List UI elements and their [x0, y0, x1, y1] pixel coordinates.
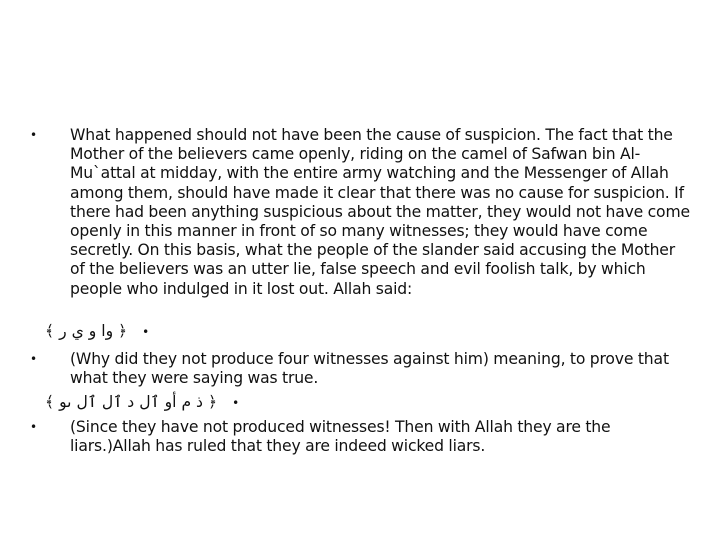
bullet-marker: • [30, 352, 38, 366]
bullet-text: (Why did they not produce four witnesses against him) meaning, to prove that what they were saying was true. [70, 350, 669, 388]
bullet-text: What happened should not have been the cause of suspicion. The fact that the Mother of the believers came openly, riding on the camel of Safwan bin Al-Mu`attal at midday, with the entire army watching and the Messenger of Allah among them, should have made it clear that there was no cause for suspicion. If there had been anything suspicious about the matter, they would not have come openly in this manner in front of so many witnesses; they would have come secretly. On this basis, what the people of the slander said accusing the Mother of the believers was an utter lie, false speech and evil foolish talk, by which people who indulged in it lost out. Allah said: [70, 126, 690, 298]
bullet-text: (Since they have not produced witnesses! Then with Allah they are the liars.)Allah has ruled that they are indeed wicked liars. [70, 418, 611, 456]
bullet-item [30, 126, 690, 299]
arabic-verse-text: ﴿ ذ م أو ٱل د ٱل ٱل ىو ﴾ [45, 393, 218, 411]
bullet-marker: • [142, 325, 150, 339]
bullet-marker: • [30, 128, 38, 142]
arabic-verse-text: ﴿ وا و ي ر ﴾ [45, 322, 128, 340]
bullet-marker: • [30, 420, 38, 434]
bullet-marker: • [232, 396, 240, 410]
bullet-item [30, 418, 690, 456]
arabic-verse-line [45, 322, 149, 342]
bullet-item [30, 350, 690, 388]
arabic-verse-line [45, 393, 239, 413]
